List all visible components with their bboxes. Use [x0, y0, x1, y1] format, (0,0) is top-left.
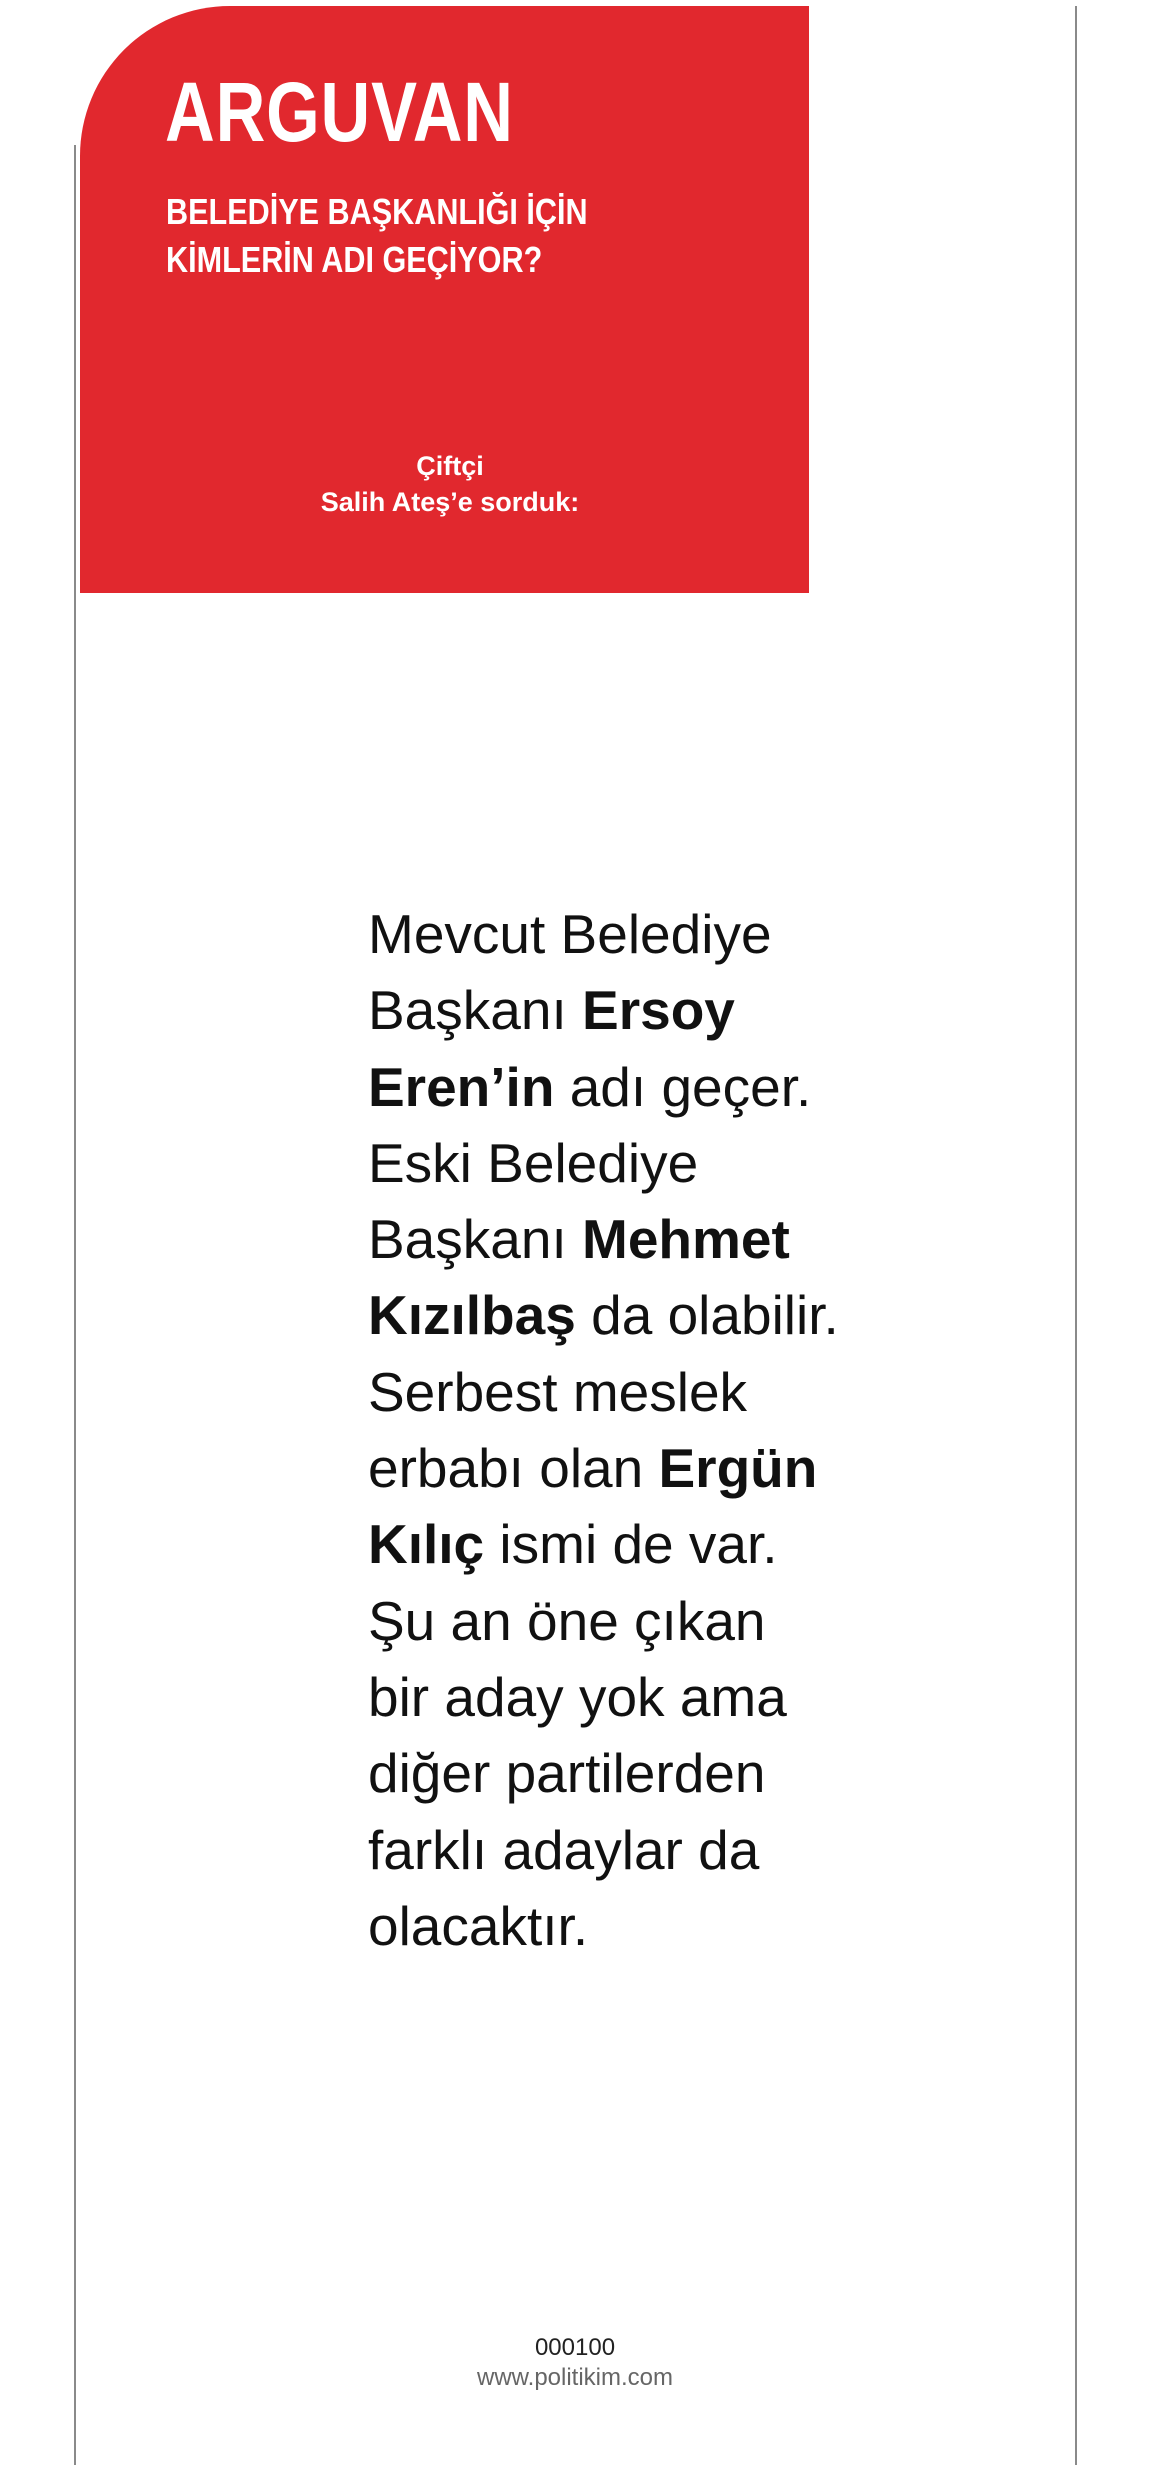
quote-name-highlight: Ergün	[658, 1437, 818, 1500]
quote-name-highlight: Kızılbaş	[368, 1284, 576, 1347]
interviewee-intro: Salih Ateş’e sorduk:	[320, 487, 580, 517]
quote-name-highlight: Mehmet	[582, 1208, 790, 1271]
quote-line	[368, 1354, 888, 1430]
quote-segment: Şu an öne çıkan	[368, 1589, 766, 1652]
quote-segment: da olabilir.	[575, 1284, 839, 1347]
quote-line	[368, 1125, 888, 1201]
quote-line	[368, 1277, 888, 1353]
website-link[interactable]: www.politikim.com	[476, 2364, 674, 2391]
quote-segment: Eski Belediye	[368, 1131, 699, 1194]
quote-line	[368, 972, 888, 1048]
quote-segment: Başkanı	[368, 979, 583, 1042]
quote-line	[368, 1049, 888, 1125]
subtitle-line: KİMLERİN ADI GEÇİYOR?	[166, 239, 543, 280]
quote-line	[368, 1888, 888, 1964]
quote-segment: Başkanı	[368, 1208, 583, 1271]
left-frame-line	[74, 145, 76, 2465]
quote-segment: erbabı olan	[368, 1437, 659, 1500]
quote-name-highlight: Kılıç	[368, 1513, 485, 1576]
quote-line	[368, 1201, 888, 1277]
subtitle-line: BELEDİYE BAŞKANLIĞI İÇİN	[166, 191, 588, 232]
quote-line	[368, 1735, 888, 1811]
quote-segment: adı geçer.	[554, 1055, 812, 1118]
quote-segment: farklı adaylar da	[368, 1818, 760, 1881]
quote-line	[368, 896, 888, 972]
right-frame-line	[1075, 6, 1077, 2465]
quote-segment: Serbest meslek	[368, 1360, 748, 1423]
quote-segment: diğer partilerden	[368, 1742, 766, 1805]
quote-segment: ismi de var.	[484, 1513, 778, 1576]
quote-segment: olacaktır.	[368, 1894, 589, 1957]
page-code: 000100	[534, 2334, 616, 2361]
quote-line	[368, 1430, 888, 1506]
page-title: ARGUVAN	[165, 65, 514, 159]
quote-segment: bir aday yok ama	[368, 1665, 787, 1728]
quote-name-highlight: Ersoy	[582, 979, 735, 1042]
quote-line	[368, 1812, 888, 1888]
interviewee-role: Çiftçi	[416, 451, 484, 481]
quote-line	[368, 1583, 888, 1659]
page-subtitle	[166, 188, 608, 284]
quote-name-highlight: Eren’in	[368, 1055, 555, 1118]
quote-line	[368, 1659, 888, 1735]
quote-segment: Mevcut Belediye	[368, 903, 772, 965]
interviewee-block	[260, 448, 640, 520]
footer	[420, 2333, 730, 2393]
quote-line	[368, 1506, 888, 1582]
quote-text	[368, 896, 888, 1964]
